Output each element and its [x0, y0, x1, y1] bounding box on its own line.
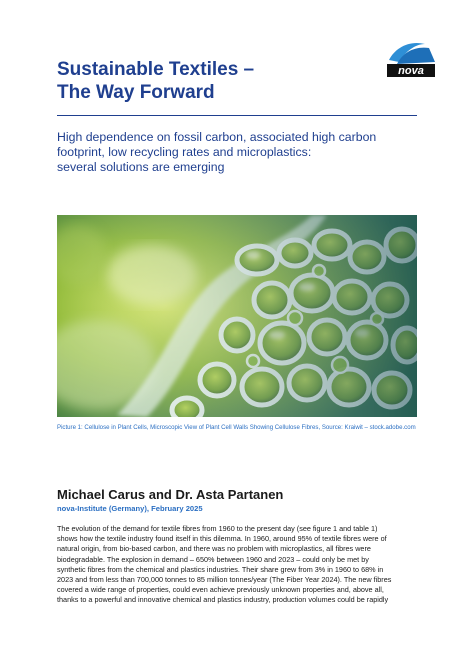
picture-caption: Picture 1: Cellulose in Plant Cells, Microscopic View of Plant Cell Walls Showing Cellulose Fibres, Source: Kraiwit – stock.adobe.com: [57, 424, 416, 431]
title-line-2: The Way Forward: [57, 82, 215, 103]
title-divider: [57, 115, 417, 116]
authors: Michael Carus and Dr. Asta Partanen: [57, 487, 284, 502]
subtitle-line-1: High dependence on fossil carbon, associated high carbon: [57, 130, 377, 144]
body-line: covered a wide range of properties, could even achieve previously unknown properties and, above all,: [57, 585, 384, 595]
cellulose-cells-image: [57, 215, 417, 417]
subtitle-line-3: several solutions are emerging: [57, 160, 225, 174]
nova-logo: [385, 40, 437, 78]
body-line: 2023 and from less than 700,000 tonnes to 85 million tonnes/year (The Fiber Year 2024). The new fibres: [57, 575, 392, 585]
title-line-1: Sustainable Textiles –: [57, 59, 255, 80]
affiliation: nova-Institute (Germany), February 2025: [57, 504, 203, 513]
subtitle-line-2: footprint, low recycling rates and microplastics:: [57, 145, 312, 159]
subtitle: [57, 130, 419, 175]
body-line: biodegradable. The explosion in demand – 650% between 1960 and 2023 – could only be met by: [57, 554, 369, 564]
logo-text: nova: [398, 65, 424, 77]
page-title: [57, 58, 387, 104]
body-line: The evolution of the demand for textile fibres from 1960 to the present day (see figure 1 and table 1): [57, 524, 378, 533]
body-paragraph: [57, 524, 419, 606]
body-line: synthetic fibres from the chemical and plastics industries. Their share grew from 3% in 1960 to 68% in: [57, 564, 384, 574]
body-line: thanks to a powerful and innovative chemical and plastics industry, production volumes could be rapidly: [57, 595, 389, 605]
body-line: natural origin, from bio-based carbon, and there was no problem with microplastics, all fibres were: [57, 544, 371, 554]
body-line: shows how the textile industry found itself in this dilemma. In 1960, around 95% of textile fibres were of: [57, 534, 387, 544]
